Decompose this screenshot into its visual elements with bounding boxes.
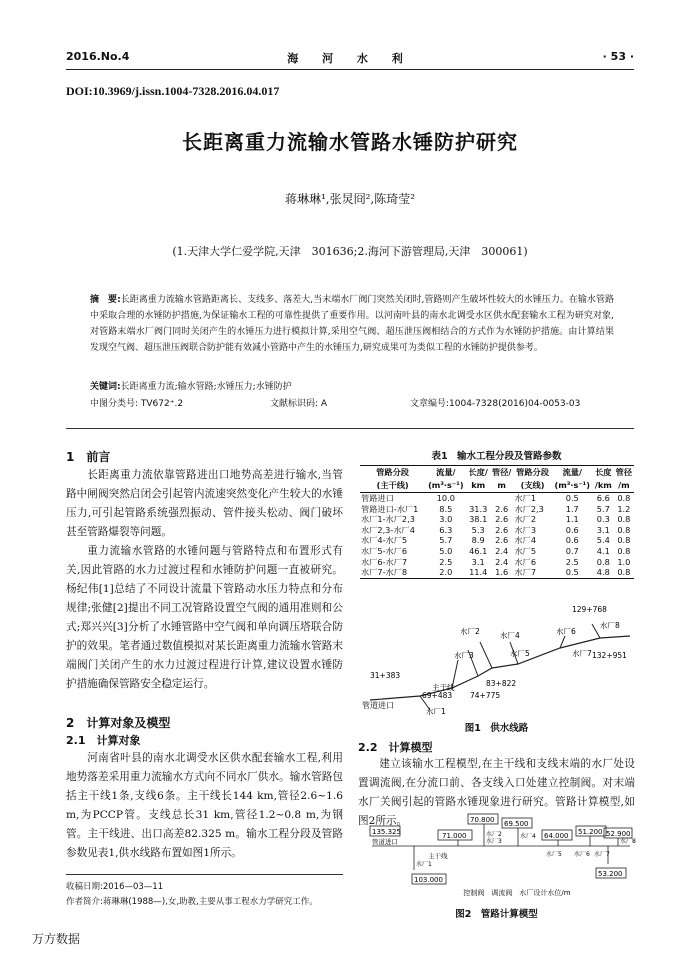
section-1-paragraph-1: 长距离重力流依靠管路进出口地势高差进行输水,当管路中闸阀突然启闭会引起管内流速突然变化产生较大的水锤压力,可引起管路系统强烈振动、管件接头松动、阀门破坏甚至管路爆裂等问题。 [66,469,343,538]
table-cell: 31.3 [469,503,488,514]
table-cell: 4.1 [596,545,610,556]
table-1-header-top-3: 管径/ [490,466,514,480]
section-2-2-heading: 2.2 计算模型 [358,741,433,754]
table-row [360,493,634,504]
table-cell: 1.1 [565,514,579,525]
issue-number: 2016.No.4 [66,50,130,63]
fig1-plant-1: 水厂1 [426,707,446,716]
table-row [360,535,634,546]
section-2-1-paragraph: 河南省叶县的南水北调受水区供水配套输水工程,利用地势落差采用重力流输水方式向不同水厂供水。输水管路包括主干线1条,支线6条。主干线长144 km,管径2.6~1.6 m,为PCCP管。支线总长31 km,管径1.2~0.8 m,为钢管。主干线进、出口高差82.325 m。输水工程分段及管路参数见表1,供水线路布置如图1所示。 [66,752,343,859]
table-cell: 2.6 [495,535,509,546]
fig2-plant-6: 水厂6 [574,851,590,858]
abstract-text: 长距离重力流输水管路距离长、支线多、落差大,当末端水厂阀门突然关闭时,管路则产生破坏性较大的水锤压力。在输水管路中采取合理的水锤防护措施,为保证输水工程的可靠性提供了重要作用。以河南叶县的南水北调受水区供水配套输水工程为研究对象,对管路末端水厂阀门同时关闭产生的水锤压力进行模拟计算,采用空气阀、超压泄压阀相结合的方式作为水锤防护措施。由计算结果发现空气阀、超压泄压阀联合防护能有效减小管路中产生的水锤压力,研究成果可为类似工程的水锤防护提供参考。 [90,295,614,353]
table-cell: 水厂2,3 [514,503,544,514]
fig2-level-71: 71.000 [442,832,467,840]
table-1-header-bottom-1: (m³·s⁻¹) [425,479,466,493]
article-number: 文章编号:1004-7328(2016)04-0053-03 [410,399,581,409]
table-1-header-top-1: 流量/ [425,466,466,480]
table-cell: 8.9 [471,535,485,546]
running-header [66,48,634,70]
fig2-level-64: 64.000 [544,832,569,840]
section-2-2-paragraph: 建立该输水工程模型,在主干线和支线末端的水厂处设置调流阀,在分流口前、各支线入口处建立控制阀。对末端水厂关阀引起的管路水锤现象进行研究。管路计算模型,如图2所示。 [358,758,635,827]
figure-1-caption: 图1 供水线路 [464,723,529,734]
footnote [66,880,343,910]
fig2-level-103: 103.000 [414,876,443,884]
table-cell: 2.0 [425,567,466,578]
journal-name: 海 河 水 利 [287,52,413,65]
table-cell: 5.3 [471,524,485,535]
table-cell: 水厂4 [514,535,537,546]
table-cell: 3.1 [596,524,610,535]
table-1-header-bottom-2: km [466,479,490,493]
table-cell: 0.6 [565,535,579,546]
table-cell: 0.8 [617,535,631,546]
table-cell: 水厂6 [514,556,537,567]
table-1-header-top-6: 长度 [593,466,614,480]
figure-2-calculation-model [368,812,634,890]
table-cell [490,493,514,504]
fig2-plant-4: 水厂4 [520,833,536,840]
table-cell: 水厂7 [513,567,551,578]
fig1-plant-5: 水厂5 [510,649,530,658]
section-2-1-heading: 2.1 计算对象 [66,734,141,747]
fig2-level-51-2: 51.200 [578,828,603,836]
table-row [360,514,634,525]
table-cell: 0.8 [617,545,631,556]
table-1-header-bottom-0: (主干线) [360,479,425,493]
table-1-header-bottom-7: /m [614,479,634,493]
table-cell: 0.8 [617,493,631,503]
fig2-level-52-9: 52.900 [606,830,631,838]
section-2-heading: 2 计算对象及模型 [66,716,171,730]
fig1-inlet-label: 管道进口 [362,701,394,710]
table-1-header-bottom-6: /km [593,479,614,493]
table-1-header-top-2: 长度/ [466,466,490,480]
fig1-chainage-69: 69+483 [422,691,453,700]
table-1-header-top-0: 管路分段 [360,466,425,480]
keywords [90,379,614,392]
table-cell: 0.6 [565,524,579,535]
fig1-plant-7: 水厂7 [572,649,592,658]
fig2-plant-8: 水厂8 [620,838,636,845]
affiliations: (1.天津大学仁爱学院,天津 301636;2.海河下游管理局,天津 300061) [172,245,528,258]
table-cell: 2.4 [495,556,509,567]
table-cell: 管路进口-水厂1 [361,503,419,514]
table-cell: 水厂2,3-水厂4 [361,524,415,535]
table-cell: 11.4 [466,567,490,578]
fig2-trunk-label: 主干线 [428,852,448,860]
keywords-text: 长距离重力流;输水管路;水锤压力;水锤防护 [120,382,292,392]
table-1-caption: 表1 输水工程分段及管路参数 [431,451,562,462]
table-cell: 0.8 [617,524,631,535]
table-cell: 水厂5-水厂6 [361,545,408,556]
figure-2-legend: 控制阀 调流阀 水厂设计水位/m [463,889,571,897]
table-cell: 3.0 [439,514,453,525]
authors: 蒋琳琳¹,张炅冏²,陈琦莹² [284,192,416,206]
table-cell: 5.7 [439,535,453,546]
table-cell: 水厂5 [514,545,537,556]
table-cell: 1.0 [617,556,631,567]
table-1-header-top-4: 管路分段 [513,466,551,480]
table-1 [360,465,634,579]
table-1-header-top-7: 管径 [615,467,633,477]
table-cell: 水厂3 [514,524,537,535]
fig2-plant-5: 水厂5 [546,851,562,858]
abstract-divider [66,428,634,429]
table-cell: 0.5 [552,567,593,578]
table-cell: 1.7 [565,503,579,514]
fig2-plant-1: 水厂1 [416,861,432,868]
page-number: · 53 · [602,50,634,63]
doi[interactable]: DOI:10.3969/j.issn.1004-7328.2016.04.017 [66,84,280,98]
fig1-chainage-74: 74+775 [470,691,501,700]
table-cell: 水厂4-水厂5 [361,535,408,546]
table-1-header-top-5: 流量/ [552,466,593,480]
table-cell: 2.5 [439,556,453,567]
table-cell: 4.8 [593,567,614,578]
table-cell: 8.5 [439,503,453,514]
table-cell [466,493,490,504]
table-cell: 水厂7-水厂8 [360,567,425,578]
fig2-level-69-5: 69.500 [504,820,529,828]
table-cell: 5.7 [596,503,610,514]
table-cell: 2.6 [495,503,509,514]
fig1-plant-2: 水厂2 [460,627,480,636]
fig1-plant-4: 水厂4 [500,631,520,640]
section-1-heading: 1 前言 [66,450,111,464]
fig1-plant-3: 水厂3 [454,651,474,660]
footnote-divider [66,874,343,875]
table-row [360,546,634,557]
fig2-level-53-2: 53.200 [598,870,623,878]
table-row [360,504,634,515]
table-cell: 2.5 [565,556,579,567]
table-cell: 1.2 [617,503,631,514]
abstract [90,292,614,356]
table-cell: 10.0 [436,493,455,503]
table-1-header-bottom-4: (支线) [513,479,551,493]
figure-2-caption: 图2 管路计算模型 [455,909,538,920]
fig2-level-70-8: 70.800 [470,816,495,824]
table-row [360,567,634,578]
document-code: 文献标识码: A [270,399,328,409]
fig2-plant-2: 水厂2 [486,831,502,838]
wanfang-watermark: 万方数据 [32,932,81,946]
table-cell: 2.6 [495,524,509,535]
abstract-label: 摘 要: [90,295,121,305]
table-cell: 0.8 [617,514,631,525]
table-cell: 水厂6-水厂7 [361,556,408,567]
table-cell: 46.1 [469,545,488,556]
table-cell: 2.6 [495,514,509,525]
table-1-header-bottom-5: (m³·s⁻¹) [552,479,593,493]
table-cell: 水厂1 [514,493,537,503]
fig1-chainage-83: 83+822 [486,679,517,688]
table-cell: 0.7 [565,545,579,556]
classification-line [90,396,614,410]
table-cell: 0.3 [596,514,610,525]
table-cell: 6.3 [439,524,453,535]
table-row [360,557,634,568]
clc-number: 中图分类号: TV672⁺.2 [90,399,184,409]
keywords-label: 关键词: [90,382,121,392]
fig1-chainage-31: 31+383 [370,671,401,680]
table-cell: 0.8 [614,567,634,578]
fig1-plant-6: 水厂6 [556,627,576,636]
table-cell: 水厂2 [514,514,537,525]
table-cell: 0.5 [565,493,579,503]
fig2-plant-7: 水厂7 [594,851,610,858]
fig1-trunk-label: 主干线 [432,683,455,692]
table-cell: 0.8 [596,556,610,567]
table-cell: 2.4 [495,545,509,556]
received-date: 收稿日期:2016—03—11 [66,882,164,892]
fig2-plant-3: 水厂3 [486,838,502,845]
table-cell: 1.6 [490,567,514,578]
fig2-level-inlet: 135.325 [372,828,401,836]
fig1-chainage-129: 129+768 [572,605,607,614]
fig2-inlet-label: 管道进口 [372,838,398,846]
table-1-header-bottom-3: m [490,479,514,493]
figure-1-supply-route [360,598,636,716]
paper-title: 长距离重力流输水管路水锤防护研究 [182,130,518,154]
table-cell: 管路进口 [361,493,394,503]
table-cell: 38.1 [469,514,488,525]
section-1-paragraph-2: 重力流输水管路的水锤问题与管路特点和布置形式有关,因此管路的水力过渡过程和水锤防护问题一直被研究。杨纪伟[1]总结了不同设计流量下管路动水压力特点和分布规律;张健[2]提出不同工况管路设置空气阀的通用准则和公式;郑兴兴[3]分析了水锤管路中空气阀和单向调压塔联合防护的效果。笔者通过数值模拟对某长距离重力流输水管路末端阀门关闭产生的水力过渡过程进行计算,建议设置水锤防护措施确保管路安全稳定运行。 [66,545,343,690]
table-row [360,525,634,536]
table-cell: 5.0 [439,545,453,556]
table-cell: 3.1 [471,556,485,567]
table-cell: 5.4 [596,535,610,546]
author-bio: 作者简介:蒋琳琳(1988—),女,助教,主要从事工程水力学研究工作。 [66,897,318,907]
fig1-chainage-132: 132+951 [592,651,627,660]
fig1-plant-8: 水厂8 [600,621,620,630]
table-cell: 水厂1-水厂2,3 [361,514,415,525]
table-cell: 6.6 [596,493,610,503]
